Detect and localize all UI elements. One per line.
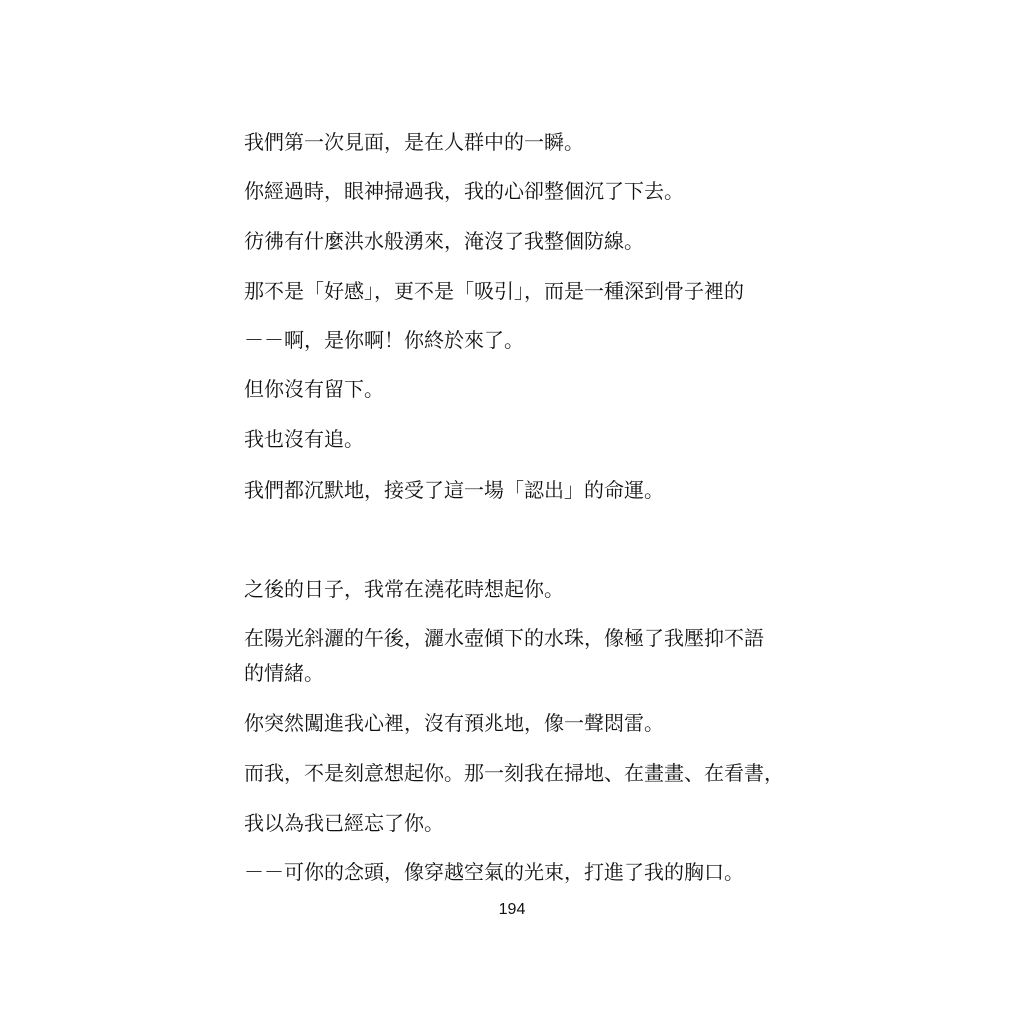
paragraph-line: 在陽光斜灑的午後，灑水壺傾下的水珠，像極了我壓抑不語 <box>244 626 764 650</box>
paragraph-line: 我們第一次見面，是在人群中的一瞬。 <box>244 130 584 154</box>
paragraph-line: 我們都沉默地，接受了這一場「認出」的命運。 <box>244 478 664 502</box>
paragraph-line: 但你沒有留下。 <box>244 377 384 401</box>
paragraph-line: 彷彿有什麼洪水般湧來，淹沒了我整個防線。 <box>244 229 644 253</box>
paragraph-line: 你突然闖進我心裡，沒有預兆地，像一聲悶雷。 <box>244 711 664 735</box>
paragraph-line: 我以為我已經忘了你。 <box>244 811 444 835</box>
paragraph-line: 而我，不是刻意想起你。那一刻我在掃地、在畫畫、在看書， <box>244 761 784 785</box>
paragraph-line: 我也沒有追。 <box>244 427 364 451</box>
paragraph-line: 的情緒。 <box>244 661 324 685</box>
paragraph-line: 之後的日子，我常在澆花時想起你。 <box>244 577 564 601</box>
paragraph-line: 那不是「好感」，更不是「吸引」，而是一種深到骨子裡的 <box>244 279 744 303</box>
paragraph-line: 你經過時，眼神掃過我，我的心卻整個沉了下去。 <box>244 179 684 203</box>
paragraph-line: －－啊，是你啊！你終於來了。 <box>244 328 524 352</box>
paragraph-line: －－可你的念頭，像穿越空氣的光束，打進了我的胸口。 <box>244 860 744 884</box>
page-number: 194 <box>498 901 526 918</box>
